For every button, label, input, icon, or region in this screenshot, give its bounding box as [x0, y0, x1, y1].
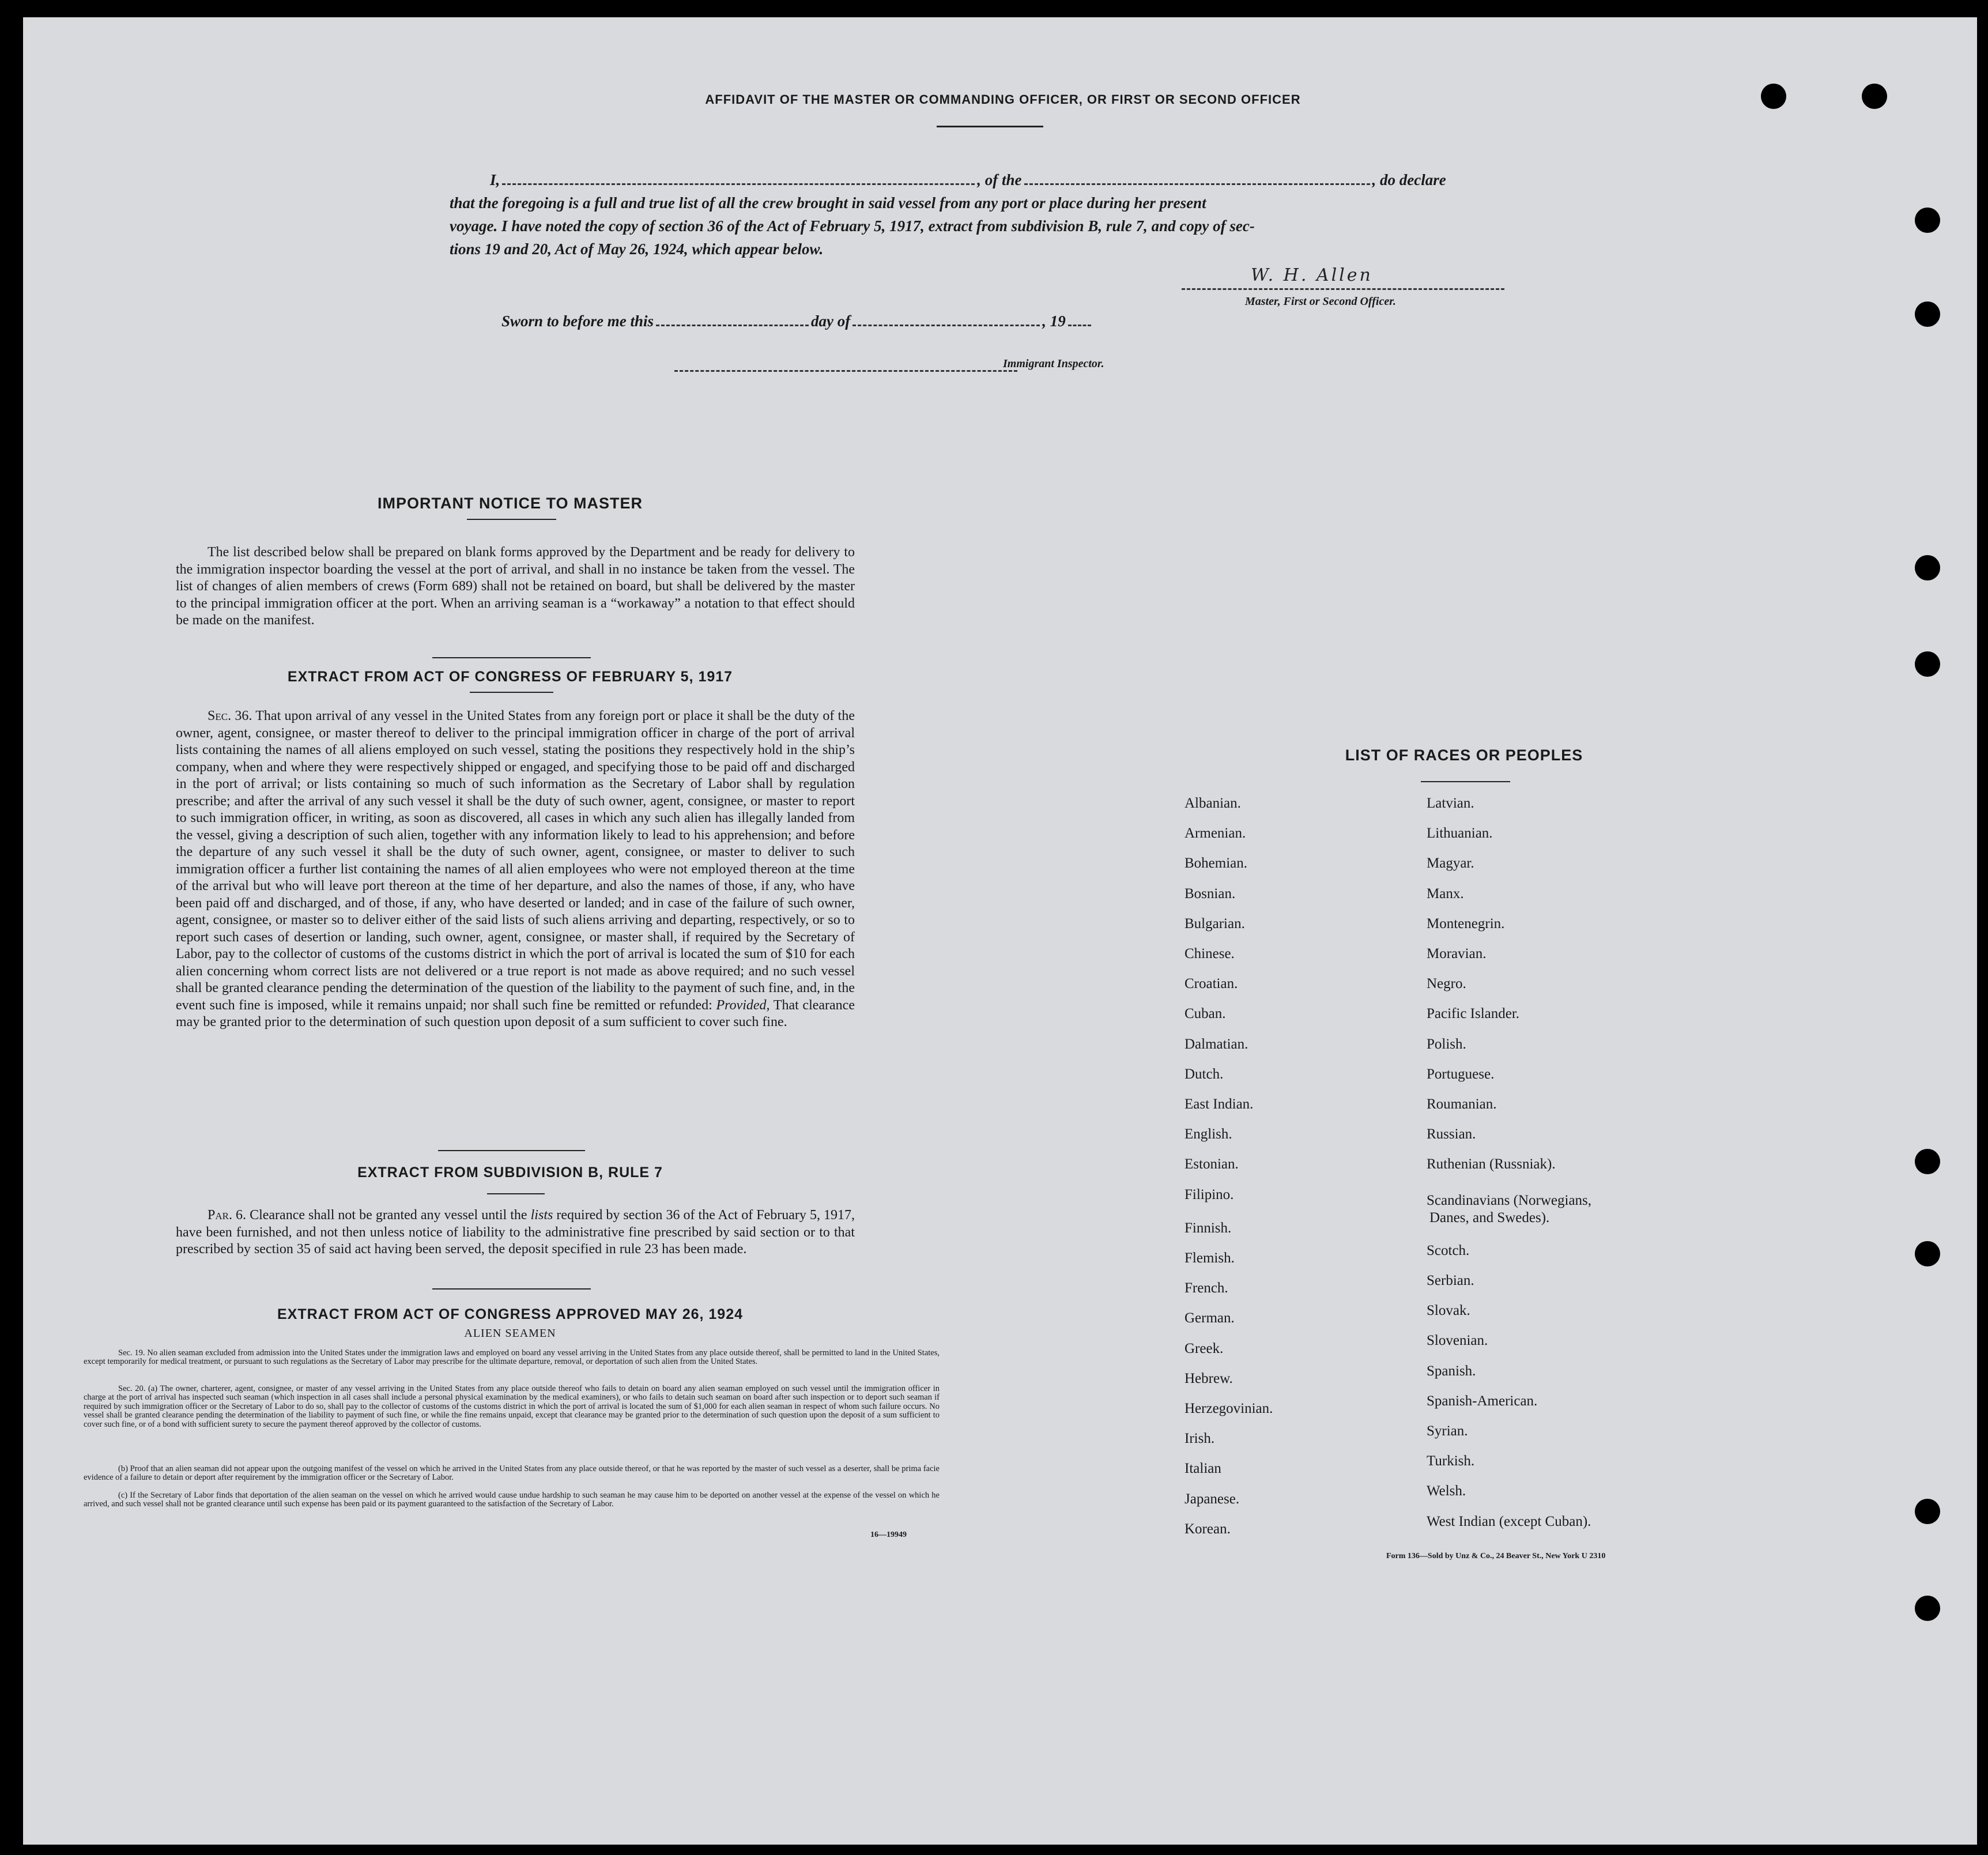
section-19-text: Sec. 19. No alien seaman excluded from admission into the United States under the immigration laws and employed on board any vessel arriving in the United States from any place outside thereof, shall be permitted to land in the United States, except temporarily for medical treatment, or pursuant to such regulations as the Secretary of Labor may prescribe for the ultimate departure, removal, or deportation of such alien from the United States.	[84, 1348, 940, 1367]
race-item: Chinese.	[1184, 946, 1235, 962]
declaration-line: that the foregoing is a full and true list of all the crew brought in said vessel from any port or place during her present	[450, 194, 1206, 212]
punch-hole	[1915, 555, 1940, 580]
section-20b-text: (b) Proof that an alien seaman did not appear upon the outgoing manifest of the vessel on which he arrived in the United States from any place outside thereof, or that he was reported by the master of such vessel as a deserter, shall be prima facie evidence of a failure to detain or deport after requirement by the immigration officer or the Secretary of Labor.	[84, 1464, 940, 1483]
divider	[1421, 781, 1510, 782]
section-20a-text: Sec. 20. (a) The owner, charterer, agent, consignee, or master of any vessel arriving in the United States from any place outside thereof who fails to detain on board any alien seaman employed on such vessel until the immigration officer in charge at the port of arrival has inspected such seaman (which inspection in all cases shall include a personal physical examination by the medical examiners), or who fails to detain such seaman on board after such inspection or to deport such seaman if required by such immigration officer or the Secretary of Labor to do so, shall pay to the collector of customs of the customs district in which the port of arrival is located the sum of $1,000 for each alien seaman in respect of whom such failure occurs. No vessel shall be granted clearance pending the determination of the liability to payment of such fine, or while the fine remains unpaid, except that clearance may be granted prior to the determination of such question upon the deposit of a sum sufficient to cover such fine, or of a bond with sufficient surety to secure the payment thereof approved by the collector of customs.	[84, 1384, 940, 1429]
inspector-signature-line	[674, 370, 1017, 372]
race-item: Finnish.	[1184, 1220, 1232, 1236]
punch-hole	[1915, 301, 1940, 327]
document-page	[23, 17, 1977, 1845]
inspector-caption: Immigrant Inspector.	[1003, 357, 1104, 370]
sworn-day-of: day of	[811, 312, 851, 330]
race-item: Bulgarian.	[1184, 915, 1245, 932]
race-item: East Indian.	[1184, 1096, 1254, 1112]
race-item: Slovak.	[1427, 1303, 1470, 1319]
section-36-body: That upon arrival of any vessel in the United States from any foreign port or place it shall be the duty of the owner, agent, consignee, or master thereof to deliver to the principal immigration officer in charge of the port of arrival lists containing the names of all aliens employed on such vessel, stating the positions they respectively hold in the ship’s company, when and where they were respectively shipped or engaged, and specifying those to be paid off and discharged in the port of arrival; or lists containing so much of such information as the Secretary of Labor shall by regulation prescribe; and after the arrival of any such vessel it shall be the duty of such owner, agent, consignee, or master to report to such immigration officer, in writing, as soon as discovered, all cases in which any such alien has illegally landed from the vessel, giving a description of such alien, together with any information likely to lead to his apprehension; and before the departure of any such vessel it shall be the duty of such owner, agent, consignee, or master to deliver to such immigration officer a further list containing the names of all alien employees who were not employed thereon at the time of the arrival but who will leave port thereon at the time of her departure, and also the names of those, if any, who have been paid off and discharged, and of those, if any, who have deserted or landed; and in case of the failure of such owner, agent, consignee, or master so to deliver either of the said lists of such aliens arriving and departing, respectively, or so to report such cases of desertion or landing, such owner, agent, consignee, or master shall, if required by the Secretary of Labor, pay to the collector of customs of the customs district in which the port of arrival is located the sum of $10 for each alien concerning whom correct lists are not delivered or a true report is not made as above required; and no such vessel shall be granted clearance pending the determination of the question of the liability to the payment of such fine, and, in the event such fine is imposed, while it remains unpaid; nor shall such fine be remitted or refunded:	[176, 708, 855, 1013]
punch-hole	[1915, 1149, 1940, 1174]
races-title: LIST OF RACES OR PEOPLES	[1345, 746, 1583, 764]
race-item: Danes, and Swedes).	[1429, 1209, 1550, 1226]
race-item: Montenegrin.	[1427, 915, 1505, 932]
race-item: Estonian.	[1184, 1156, 1239, 1172]
declaration-line: voyage. I have noted the copy of section 36 of the Act of February 5, 1917, extract from subdivision B, rule 7, and copy of sec-	[450, 217, 1255, 235]
sworn-year-field[interactable]	[1068, 325, 1091, 326]
section-36-text	[176, 708, 855, 1031]
divider	[470, 692, 553, 693]
par-label: Par. 6.	[208, 1208, 247, 1223]
race-item: Dutch.	[1184, 1066, 1224, 1082]
punch-hole	[1915, 208, 1940, 233]
divider	[487, 1193, 545, 1194]
rule7-title: EXTRACT FROM SUBDIVISION B, RULE 7	[357, 1164, 663, 1181]
extract-1924-title: EXTRACT FROM ACT OF CONGRESS APPROVED MAY 26, 1924	[277, 1306, 744, 1322]
race-item: Turkish.	[1427, 1453, 1475, 1469]
affidavit-declaration	[450, 168, 1562, 261]
race-item: Slovenian.	[1427, 1333, 1488, 1349]
sworn-statement	[501, 312, 1093, 330]
race-item: Italian	[1184, 1461, 1221, 1477]
rule7-lists: lists	[530, 1208, 553, 1223]
extract-1924-subtitle: ALIEN SEAMEN	[464, 1327, 556, 1340]
race-item: English.	[1184, 1126, 1232, 1143]
divider	[937, 126, 1043, 127]
race-item: Japanese.	[1184, 1491, 1240, 1507]
race-item: Serbian.	[1427, 1273, 1474, 1288]
race-item: Armenian.	[1184, 825, 1246, 842]
punch-hole	[1761, 84, 1786, 109]
declarant-name-field[interactable]	[502, 183, 975, 185]
punch-hole	[1915, 651, 1940, 677]
race-item: Scotch.	[1427, 1242, 1470, 1258]
punch-hole	[1862, 84, 1887, 109]
race-item: Bosnian.	[1184, 885, 1236, 902]
signature-caption: Master, First or Second Officer.	[1245, 295, 1396, 308]
punch-hole	[1915, 1499, 1940, 1524]
race-item: Spanish.	[1427, 1363, 1476, 1379]
print-code: 16—19949	[870, 1530, 907, 1539]
race-item: Croatian.	[1184, 976, 1238, 992]
sworn-month-field[interactable]	[852, 325, 1040, 326]
sworn-day-field[interactable]	[656, 325, 809, 326]
race-item: Ruthenian (Russniak).	[1427, 1156, 1556, 1172]
punch-hole	[1915, 1241, 1940, 1266]
race-item: Flemish.	[1184, 1250, 1235, 1266]
race-item: Bohemian.	[1184, 855, 1248, 872]
race-item: Negro.	[1427, 976, 1466, 992]
race-item: Portuguese.	[1427, 1066, 1495, 1082]
race-item: Welsh.	[1427, 1483, 1466, 1499]
race-item: Russian.	[1427, 1126, 1476, 1143]
race-item: Greek.	[1184, 1340, 1224, 1356]
divider	[438, 1150, 585, 1151]
sworn-prefix: Sworn to before me this	[501, 312, 654, 330]
race-item: Moravian.	[1427, 946, 1487, 962]
declare-label: , do declare	[1372, 171, 1446, 188]
race-item: German.	[1184, 1310, 1235, 1326]
race-item: Manx.	[1427, 885, 1464, 902]
race-item: Spanish-American.	[1427, 1393, 1538, 1409]
divider	[432, 657, 591, 658]
race-item: Korean.	[1184, 1521, 1231, 1537]
signature-line	[1182, 288, 1504, 290]
punch-hole	[1915, 1596, 1940, 1621]
race-item: Cuban.	[1184, 1006, 1226, 1022]
notice-body: The list described below shall be prepared on blank forms approved by the Department and be ready for delivery to the immigration inspector boarding the vessel at the port of arrival, and shall in no instance be taken from the vessel. The list of changes of alien members of crews (Form 689) shall not be retained on board, but shall be delivered by the master to the principal immigration officer at the port. When an arriving seaman is a “workaway” a notation to that effect should be made on the manifest.	[176, 545, 855, 628]
race-item: Dalmatian.	[1184, 1036, 1248, 1052]
race-item: Albanian.	[1184, 795, 1241, 811]
signature: W. H. Allen	[1251, 265, 1373, 285]
divider	[467, 519, 556, 520]
race-item: French.	[1184, 1280, 1228, 1296]
race-item: Irish.	[1184, 1431, 1215, 1447]
rule7-body-b: required by section 36 of the Act of February 5, 1917, have been furnished, and not then unless notice of liability to the administrative fine prescribed by said section or to that prescribed by section 35 of said act having been served, the deposit specified in rule 23 has been made.	[176, 1208, 855, 1257]
race-item: Hebrew.	[1184, 1370, 1233, 1386]
extract-1917-title: EXTRACT FROM ACT OF CONGRESS OF FEBRUARY 5, 1917	[287, 669, 733, 685]
proviso-text: That clearance may be granted prior to the determination of such question upon deposit of a sum sufficient to cover such fine.	[176, 997, 855, 1030]
race-item: Latvian.	[1427, 795, 1474, 811]
declarant-label: I,	[490, 171, 500, 188]
proviso-label: Provided,	[716, 997, 770, 1013]
section-20c-text: (c) If the Secretary of Labor finds that deportation of the alien seaman on the vessel on which he arrived would cause undue hardship to such seaman he may cause him to be deported on another vessel at the expense of the vessel on which he arrived, and such vessel shall not be granted clearance until such expense has been paid or its payment guaranteed to the satisfaction of the Secretary of Labor.	[84, 1491, 940, 1509]
sworn-year-label: , 19	[1042, 312, 1066, 330]
vessel-name-field[interactable]	[1024, 183, 1370, 185]
notice-title: IMPORTANT NOTICE TO MASTER	[378, 495, 643, 512]
race-item: Pacific Islander.	[1427, 1006, 1520, 1022]
declaration-line: tions 19 and 20, Act of May 26, 1924, which appear below.	[450, 240, 824, 258]
race-item: Polish.	[1427, 1036, 1466, 1052]
race-item: Syrian.	[1427, 1423, 1468, 1439]
race-item: Scandinavians (Norwegians,	[1427, 1192, 1592, 1208]
race-item: Herzegovinian.	[1184, 1401, 1273, 1416]
section-label: Sec. 36.	[208, 708, 252, 723]
rule7-text	[176, 1207, 855, 1258]
race-item: West Indian (except Cuban).	[1427, 1513, 1591, 1529]
race-item: Lithuanian.	[1427, 825, 1493, 842]
form-note: Form 136—Sold by Unz & Co., 24 Beaver St., New York U 2310	[1386, 1552, 1606, 1560]
race-item: Roumanian.	[1427, 1096, 1497, 1112]
affidavit-title: AFFIDAVIT OF THE MASTER OR COMMANDING OFFICER, OR FIRST OR SECOND OFFICER	[705, 92, 1301, 107]
divider	[432, 1288, 591, 1290]
rule7-body-a: Clearance shall not be granted any vessel until the	[250, 1208, 527, 1223]
race-item: Filipino.	[1184, 1186, 1234, 1202]
of-the-label: , of the	[977, 171, 1022, 188]
race-item: Magyar.	[1427, 855, 1474, 872]
